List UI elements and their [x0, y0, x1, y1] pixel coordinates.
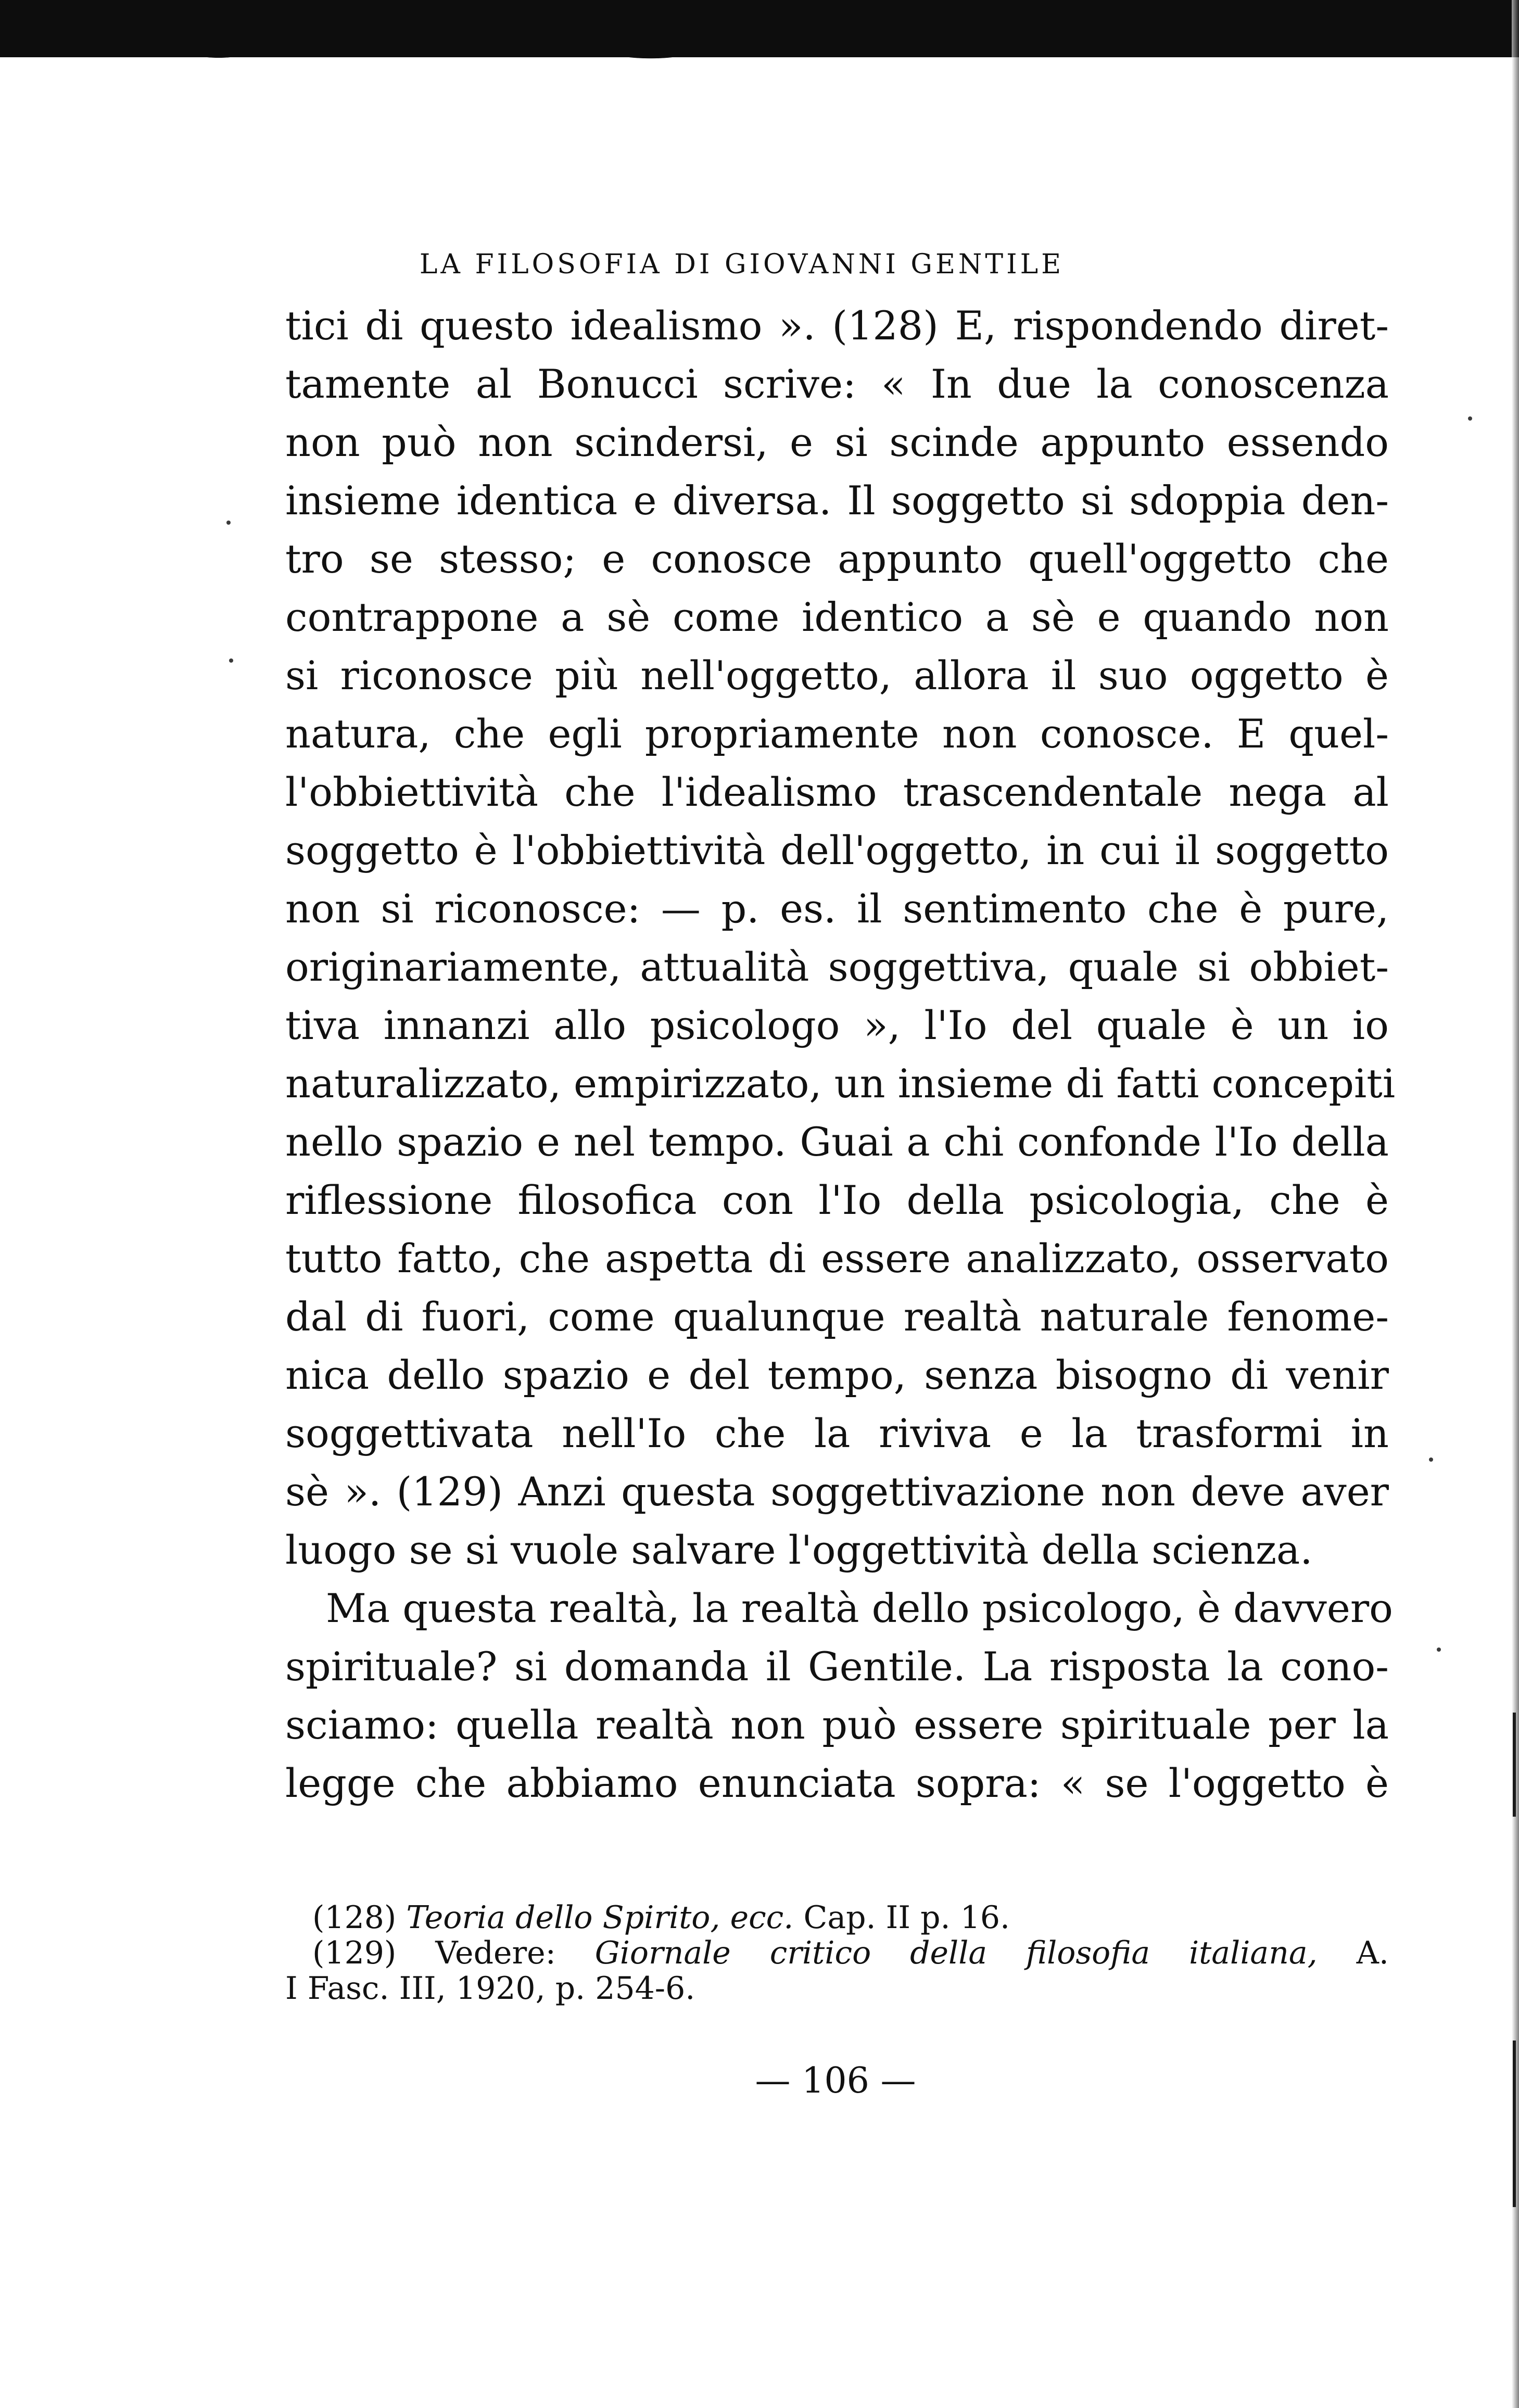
text-line: tici di questo idealismo ». (128) E, rispondendo diret-: [285, 302, 1389, 349]
page-number: — 106 —: [755, 2060, 916, 2101]
text-line: luogo se si vuole salvare l'oggettività della scienza.: [285, 1527, 1313, 1573]
footnote-title: Giornale critico della filosofia italiana,: [594, 1935, 1318, 1971]
running-header: LA FILOSOFIA DI GIOVANNI GENTILE: [419, 249, 1065, 280]
text-line: si riconosce più nell'oggetto, allora il suo oggetto è: [285, 652, 1389, 699]
scan-speck: [229, 658, 233, 663]
text-line: dal di fuori, come qualunque realtà naturale fenome-: [285, 1294, 1389, 1340]
footnote-suffix: A.: [1356, 1935, 1389, 1971]
text-line: riflessione filosofica con l'Io della psicologia, che è: [285, 1177, 1389, 1223]
scan-speck: [1468, 416, 1472, 421]
main-text: [285, 297, 1396, 1813]
text-line: natura, che egli propriamente non conosce. E quel-: [285, 711, 1389, 757]
text-line: nica dello spazio e del tempo, senza bisogno di venir: [285, 1352, 1389, 1398]
text-line: soggetto è l'obbiettività dell'oggetto, in cui il soggetto: [285, 827, 1389, 873]
text-line: tiva innanzi allo psicologo », l'Io del quale è un io: [285, 1002, 1389, 1048]
text-line: tro se stesso; e conosce appunto quell'oggetto che: [285, 536, 1389, 582]
scan-top-edge: [0, 0, 1519, 57]
text-line: non può non scindersi, e si scinde appunto essendo: [285, 419, 1389, 465]
scan-top-edge-rag: [0, 52, 1519, 73]
text-line: tutto fatto, che aspetta di essere analizzato, osservato: [285, 1235, 1389, 1282]
scan-speck: [226, 521, 231, 525]
scan-speck: [1437, 1647, 1441, 1652]
footnote-ref: Cap. II p. 16.: [803, 1899, 1010, 1936]
text-line: sciamo: quella realtà non può essere spirituale per la: [285, 1702, 1389, 1748]
footnote-number: (129): [312, 1935, 397, 1971]
text-line: insieme identica e diversa. Il soggetto si sdoppia den-: [285, 477, 1389, 524]
footnotes: [285, 1900, 1389, 2006]
scan-right-mark: [1513, 2041, 1516, 2207]
text-line: nello spazio e nel tempo. Guai a chi confonde l'Io della: [285, 1119, 1389, 1165]
text-line: non si riconosce: — p. es. il sentimento che è pure,: [285, 885, 1389, 932]
text-line: legge che abbiamo enunciata sopra: « se l'oggetto è: [285, 1760, 1389, 1806]
footnote-prefix: Vedere:: [435, 1935, 556, 1971]
text-line: originariamente, attualità soggettiva, quale si obbiet-: [285, 944, 1389, 990]
footnote-129: [285, 1935, 1389, 1971]
paragraph-start-line: Ma questa realtà, la realtà dello psicologo, è davvero: [326, 1585, 1393, 1631]
footnote-title: Teoria dello Spirito, ecc.: [406, 1899, 794, 1936]
scan-right-mark: [1513, 1713, 1516, 1817]
text-line: l'obbiettività che l'idealismo trascendentale nega al: [285, 769, 1389, 815]
footnote-number: (128): [312, 1899, 397, 1936]
text-line: spirituale? si domanda il Gentile. La risposta la cono-: [285, 1643, 1389, 1690]
text-line: naturalizzato, empirizzato, un insieme di fatti concepiti: [285, 1060, 1396, 1107]
footnote-129-continuation: I Fasc. III, 1920, p. 254-6.: [285, 1970, 695, 2007]
text-line: contrappone a sè come identico a sè e quando non: [285, 594, 1389, 640]
footnote-128: [285, 1900, 1389, 1935]
text-line: tamente al Bonucci scrive: « In due la conoscenza: [285, 361, 1389, 407]
text-line: soggettivata nell'Io che la riviva e la trasformi in: [285, 1410, 1389, 1456]
scan-speck: [1429, 1458, 1433, 1462]
text-line: sè ». (129) Anzi questa soggettivazione non deve aver: [285, 1468, 1389, 1515]
